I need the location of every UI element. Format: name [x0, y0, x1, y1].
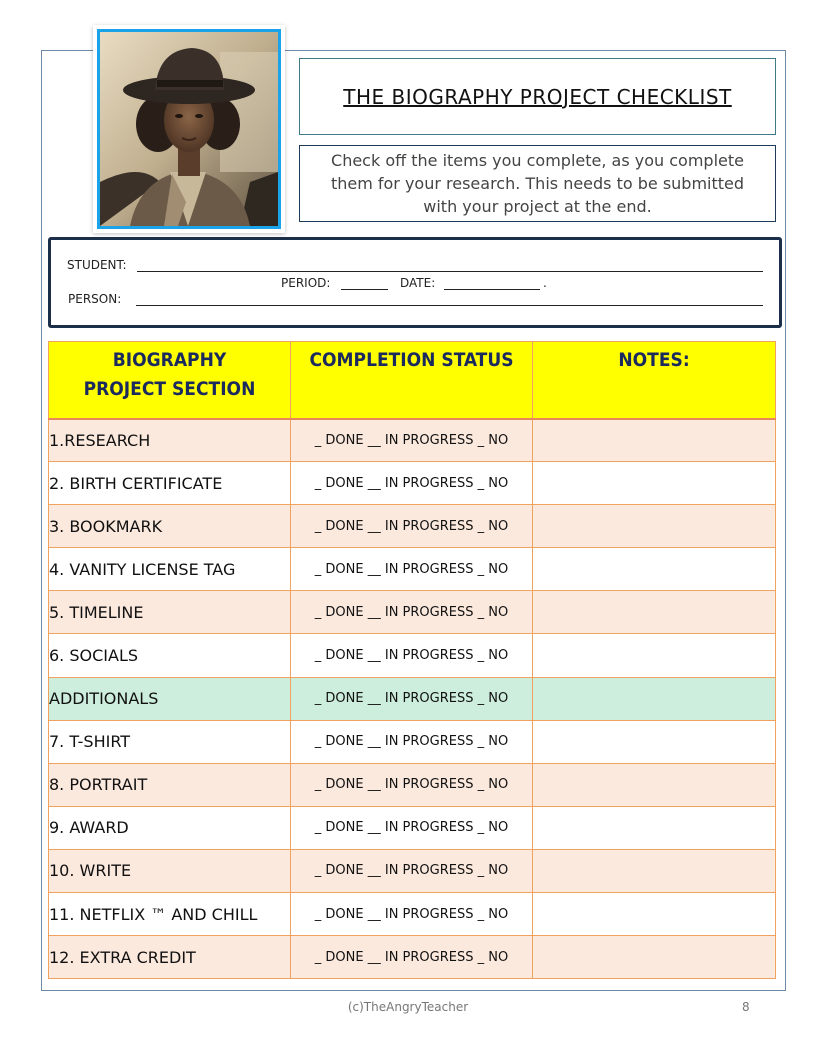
- notes-cell[interactable]: [533, 806, 776, 849]
- status-cell[interactable]: _ DONE __ IN PROGRESS _ NO: [291, 720, 533, 763]
- status-cell[interactable]: _ DONE __ IN PROGRESS _ NO: [291, 763, 533, 806]
- status-cell[interactable]: _ DONE __ IN PROGRESS _ NO: [291, 505, 533, 548]
- section-cell: 11. NETFLIX ™ AND CHILL: [49, 893, 291, 936]
- section-cell: 6. SOCIALS: [49, 634, 291, 677]
- status-cell[interactable]: _ DONE __ IN PROGRESS _ NO: [291, 849, 533, 892]
- table-row: [49, 720, 776, 763]
- student-field[interactable]: [137, 271, 763, 272]
- portrait-photo: [97, 29, 281, 229]
- notes-cell[interactable]: [533, 677, 776, 720]
- section-cell: 1.RESEARCH: [49, 419, 291, 462]
- header-notes: NOTES:: [533, 342, 776, 419]
- section-cell: 9. AWARD: [49, 806, 291, 849]
- status-cell[interactable]: _ DONE __ IN PROGRESS _ NO: [291, 634, 533, 677]
- table-row: [49, 548, 776, 591]
- section-cell: 12. EXTRA CREDIT: [49, 936, 291, 979]
- table-row: [49, 677, 776, 720]
- section-cell: 4. VANITY LICENSE TAG: [49, 548, 291, 591]
- footer-credit: (c)TheAngryTeacher: [347, 1000, 469, 1014]
- date-field[interactable]: [444, 289, 540, 290]
- table-row: [49, 462, 776, 505]
- instructions-box: [299, 145, 776, 222]
- notes-cell[interactable]: [533, 505, 776, 548]
- table-row: [49, 763, 776, 806]
- notes-cell[interactable]: [533, 849, 776, 892]
- date-trailing-period: .: [543, 276, 547, 290]
- section-cell: 8. PORTRAIT: [49, 763, 291, 806]
- notes-cell[interactable]: [533, 763, 776, 806]
- section-cell: 10. WRITE: [49, 849, 291, 892]
- period-label: PERIOD:: [281, 276, 331, 290]
- table-row: [49, 893, 776, 936]
- title-box: [299, 58, 776, 135]
- person-label: PERSON:: [68, 292, 122, 306]
- student-label: STUDENT:: [67, 258, 127, 272]
- notes-cell[interactable]: [533, 936, 776, 979]
- header-section: BIOGRAPHY PROJECT SECTION: [49, 342, 291, 419]
- section-cell: 3. BOOKMARK: [49, 505, 291, 548]
- person-field[interactable]: [136, 305, 763, 306]
- notes-cell[interactable]: [533, 419, 776, 462]
- table-row: [49, 505, 776, 548]
- status-cell[interactable]: _ DONE __ IN PROGRESS _ NO: [291, 462, 533, 505]
- table-row: [49, 936, 776, 979]
- student-info-box: [48, 237, 782, 328]
- notes-cell[interactable]: [533, 548, 776, 591]
- notes-cell[interactable]: [533, 893, 776, 936]
- status-cell[interactable]: _ DONE __ IN PROGRESS _ NO: [291, 677, 533, 720]
- page-number: 8: [742, 1000, 750, 1014]
- status-cell[interactable]: _ DONE __ IN PROGRESS _ NO: [291, 419, 533, 462]
- header-status: COMPLETION STATUS: [291, 342, 533, 419]
- table-row: [49, 591, 776, 634]
- status-cell[interactable]: _ DONE __ IN PROGRESS _ NO: [291, 893, 533, 936]
- status-cell[interactable]: _ DONE __ IN PROGRESS _ NO: [291, 936, 533, 979]
- notes-cell[interactable]: [533, 591, 776, 634]
- table-row: [49, 634, 776, 677]
- notes-cell[interactable]: [533, 462, 776, 505]
- section-cell: 2. BIRTH CERTIFICATE: [49, 462, 291, 505]
- portrait-photo-frame: [93, 25, 285, 233]
- period-field[interactable]: [341, 289, 388, 290]
- status-cell[interactable]: _ DONE __ IN PROGRESS _ NO: [291, 806, 533, 849]
- checklist-table: [48, 341, 776, 979]
- page-title: THE BIOGRAPHY PROJECT CHECKLIST: [343, 84, 732, 109]
- section-cell: ADDITIONALS: [49, 677, 291, 720]
- status-cell[interactable]: _ DONE __ IN PROGRESS _ NO: [291, 548, 533, 591]
- table-row: [49, 419, 776, 462]
- notes-cell[interactable]: [533, 634, 776, 677]
- notes-cell[interactable]: [533, 720, 776, 763]
- date-label: DATE:: [400, 276, 436, 290]
- section-cell: 7. T-SHIRT: [49, 720, 291, 763]
- status-cell[interactable]: _ DONE __ IN PROGRESS _ NO: [291, 591, 533, 634]
- section-cell: 5. TIMELINE: [49, 591, 291, 634]
- table-row: [49, 806, 776, 849]
- portrait-illustration: [100, 32, 278, 226]
- table-row: [49, 849, 776, 892]
- table-header-row: [49, 342, 776, 419]
- instructions-text: Check off the items you complete, as you complete them for your research. This needs to be submitted with your project at the end.: [330, 151, 745, 216]
